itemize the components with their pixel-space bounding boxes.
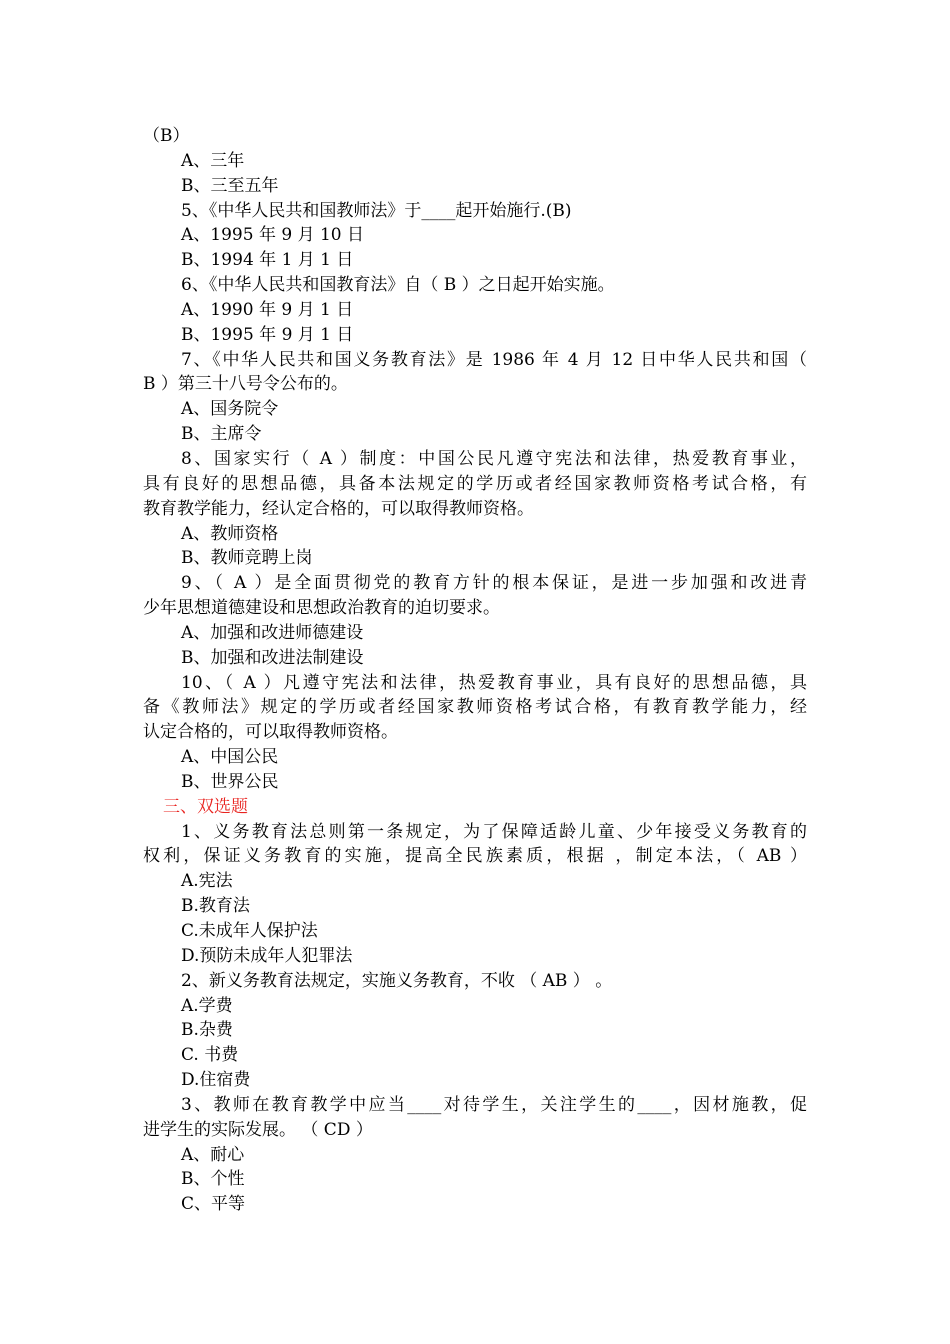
- text-line: C.未成年人保护法: [181, 921, 318, 941]
- document-body: [143, 124, 807, 1217]
- text-line: 少年思想道德建设和思想政治教育的迫切要求。: [143, 598, 500, 619]
- text-line: A、1995 年 9 月 10 日: [181, 225, 365, 246]
- text-line: D.住宿费: [181, 1070, 251, 1091]
- text-line: 7、《中华人民共和国义务教育法》是 1986 年 4 月 12 日中华人民共和国（: [181, 349, 807, 370]
- text-line: 2、新义务教育法规定，实施义务教育，不收 （ AB ） 。: [181, 970, 613, 991]
- text-line: A、耐心: [181, 1144, 245, 1165]
- text-line: A、中国公民: [181, 747, 279, 768]
- text-line: B、1995 年 9 月 1 日: [181, 324, 354, 345]
- section-heading: 三、双选题: [163, 796, 248, 817]
- text-line: 9、（ A ）是全面贯彻党的教育方针的根本保证，是进一步加强和改进青: [181, 573, 807, 594]
- text-line: A、国务院令: [181, 399, 279, 420]
- text-line: B.教育法: [181, 896, 250, 917]
- text-line: 教育教学能力，经认定合格的，可以取得教师资格。: [143, 498, 534, 519]
- text-line: （B）: [143, 126, 190, 146]
- text-line: B、个性: [181, 1169, 245, 1190]
- text-line: A、三年: [181, 150, 245, 171]
- text-line: B ）第三十八号令公布的。: [143, 374, 348, 395]
- text-line: A、教师资格: [181, 523, 279, 544]
- text-line: 3、教师在教育教学中应当____对待学生，关注学生的____，因材施教，促: [181, 1094, 807, 1115]
- text-line: B、加强和改进法制建设: [181, 647, 364, 668]
- text-line: 具有良好的思想品德，具备本法规定的学历或者经国家教师资格考试合格，有: [143, 473, 807, 494]
- text-line: D.预防未成年人犯罪法: [181, 945, 353, 966]
- text-line: 5、《中华人民共和国教师法》于____起开始施行.(B): [181, 200, 572, 221]
- text-line: 6、《中华人民共和国教育法》自（ B ）之日起开始实施。: [181, 275, 615, 296]
- text-line: 备《教师法》规定的学历或者经国家教师资格考试合格，有教育教学能力，经: [143, 697, 807, 718]
- text-line: A、加强和改进师德建设: [181, 622, 364, 643]
- text-line: B、世界公民: [181, 771, 279, 792]
- text-line: 认定合格的，可以取得教师资格。: [143, 722, 398, 743]
- text-line: 进学生的实际发展。 （ CD ）: [143, 1119, 373, 1140]
- text-line: 1、义务教育法总则第一条规定，为了保障适龄儿童、少年接受义务教育的: [181, 821, 807, 842]
- text-line: C、平等: [181, 1194, 246, 1215]
- text-line: 权利，保证义务教育的实施，提高全民族素质，根据 ，制定本法，（ AB ）: [143, 846, 807, 867]
- text-line: 10、（ A ）凡遵守宪法和法律，热爱教育事业，具有良好的思想品德，具: [181, 672, 807, 693]
- text-line: B、三至五年: [181, 175, 279, 196]
- text-line: B.杂费: [181, 1020, 233, 1041]
- text-line: C. 书费: [181, 1045, 239, 1066]
- text-line: B、主席令: [181, 424, 262, 445]
- text-line: A、1990 年 9 月 1 日: [181, 299, 354, 320]
- text-line: A.宪法: [181, 871, 233, 892]
- text-line: B、1994 年 1 月 1 日: [181, 250, 354, 271]
- text-line: 8、国家实行（ A ）制度：中国公民凡遵守宪法和法律，热爱教育事业，: [181, 448, 807, 469]
- text-line: A.学费: [181, 995, 233, 1016]
- text-line: B、教师竞聘上岗: [181, 548, 313, 569]
